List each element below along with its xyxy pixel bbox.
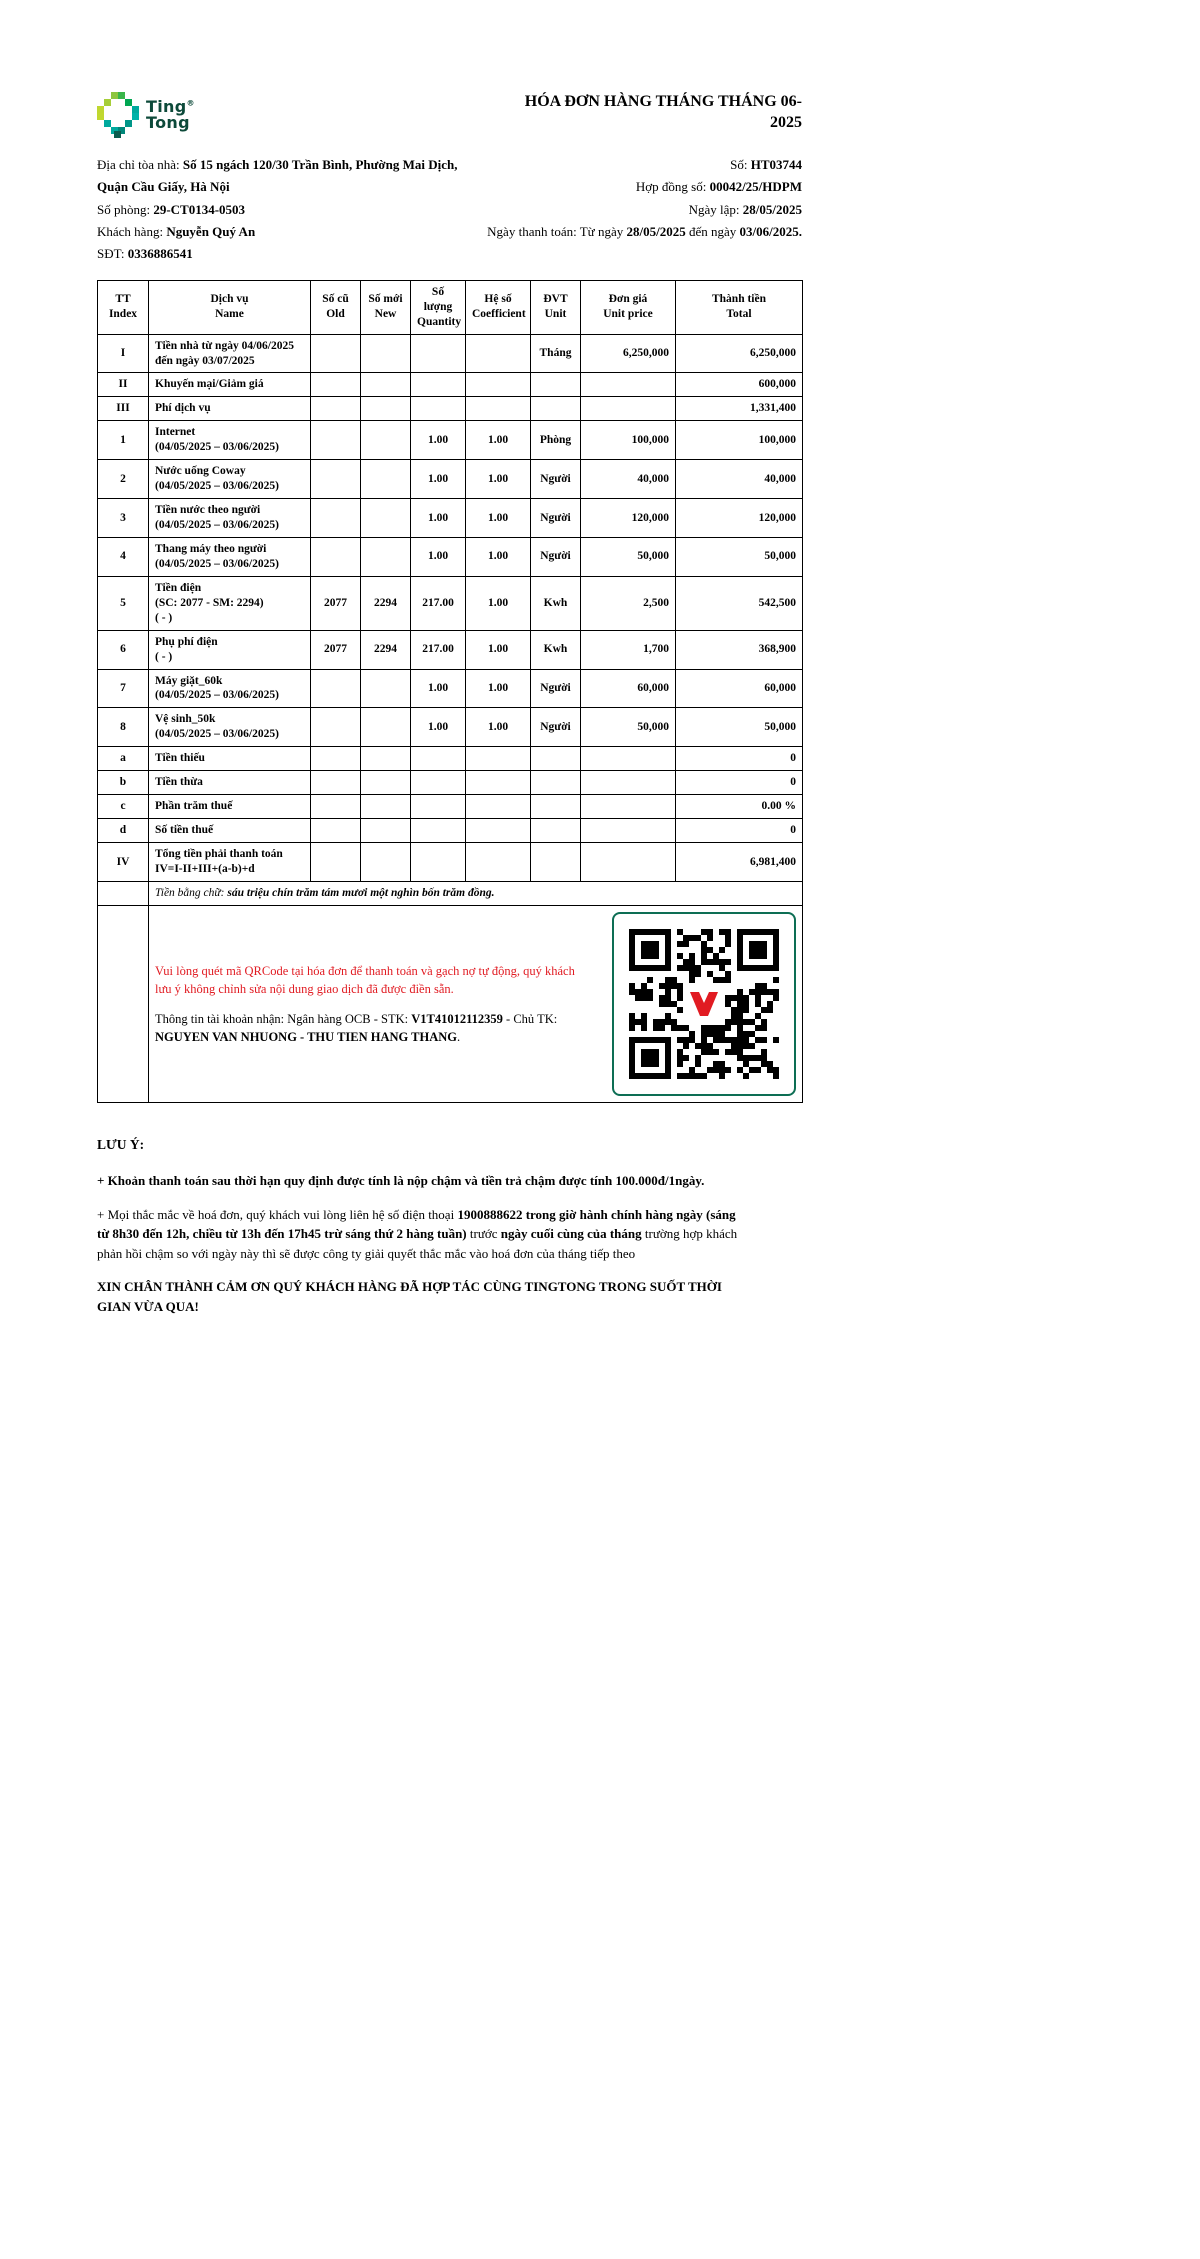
cell-coefficient <box>466 334 531 373</box>
cell-unit: Kwh <box>531 576 581 630</box>
payment-period-mid: đến ngày <box>685 224 740 240</box>
cell-index: 7 <box>98 669 149 708</box>
cell-coefficient: 1.00 <box>466 460 531 499</box>
cell-index: c <box>98 795 149 819</box>
cell-coefficient: 1.00 <box>466 576 531 630</box>
cell-total: 0 <box>676 819 803 843</box>
cell-service-name: Máy giặt_60k (04/05/2025 – 03/06/2025) <box>149 669 311 708</box>
table-row <box>98 334 803 373</box>
cell-service-name: Tiền thiếu <box>149 747 311 771</box>
cell-coefficient <box>466 819 531 843</box>
empty-index-cell <box>98 881 149 905</box>
cell-old-reading <box>311 499 361 538</box>
cell-total: 368,900 <box>676 630 803 669</box>
cell-total: 50,000 <box>676 537 803 576</box>
cell-old-reading <box>311 421 361 460</box>
table-body <box>98 334 803 881</box>
account-holder-label: - Chủ TK: <box>502 1011 558 1026</box>
cell-coefficient: 1.00 <box>466 499 531 538</box>
cell-coefficient <box>466 771 531 795</box>
col-header-old: Số cũ Old <box>311 280 361 334</box>
invoice-info <box>97 154 802 266</box>
registered-mark: ® <box>186 98 195 108</box>
cell-old-reading <box>311 669 361 708</box>
contact-note-part: trước <box>466 1226 501 1242</box>
cell-unit-price <box>581 397 676 421</box>
cell-index: I <box>98 334 149 373</box>
contact-note-part: + Mọi thắc mắc về hoá đơn, quý khách vui lòng liên hệ số điện thoại <box>97 1206 458 1222</box>
table-row <box>98 499 803 538</box>
tingtong-pixel-mark-icon <box>97 92 139 138</box>
qr-code <box>612 912 796 1096</box>
cell-total: 100,000 <box>676 421 803 460</box>
cell-unit <box>531 747 581 771</box>
cell-new-reading <box>361 421 411 460</box>
cell-unit: Người <box>531 460 581 499</box>
cell-new-reading <box>361 460 411 499</box>
cell-quantity: 217.00 <box>411 630 466 669</box>
cell-coefficient <box>466 397 531 421</box>
cell-service-name: Internet (04/05/2025 – 03/06/2025) <box>149 421 311 460</box>
invoice-meta <box>475 154 802 266</box>
room-number-row <box>97 199 475 221</box>
cell-total: 1,331,400 <box>676 397 803 421</box>
cell-total: 0.00 % <box>676 795 803 819</box>
cell-coefficient <box>466 747 531 771</box>
phone-row <box>97 243 475 265</box>
header <box>97 92 802 138</box>
table-row <box>98 576 803 630</box>
cell-unit: Người <box>531 537 581 576</box>
col-header-quantity: Số lượng Quantity <box>411 280 466 334</box>
invoice-number-value: HT03744 <box>750 157 802 172</box>
cell-coefficient <box>466 795 531 819</box>
cell-index: a <box>98 747 149 771</box>
customer-name-row <box>97 221 475 243</box>
cell-unit-price: 40,000 <box>581 460 676 499</box>
cell-quantity: 1.00 <box>411 499 466 538</box>
qr-center-logo <box>683 985 725 1023</box>
cell-unit-price <box>581 819 676 843</box>
cell-total: 40,000 <box>676 460 803 499</box>
issue-date-row <box>475 199 802 221</box>
payment-notes <box>155 962 583 1047</box>
cell-new-reading <box>361 537 411 576</box>
cell-new-reading <box>361 708 411 747</box>
col-header-coefficient: Hệ số Coefficient <box>466 280 531 334</box>
cell-index: IV <box>98 843 149 882</box>
cell-unit <box>531 397 581 421</box>
vietqr-v-icon <box>688 990 720 1018</box>
cell-unit <box>531 771 581 795</box>
cell-unit-price: 120,000 <box>581 499 676 538</box>
cell-new-reading: 2294 <box>361 630 411 669</box>
cell-coefficient <box>466 843 531 882</box>
invoice-title: HÓA ĐƠN HÀNG THÁNG THÁNG 06-2025 <box>524 93 802 131</box>
cell-old-reading <box>311 795 361 819</box>
customer-value: Nguyễn Quý An <box>166 224 256 240</box>
notes-heading: LƯU Ý: <box>97 1136 145 1152</box>
bank-account-line <box>155 1010 583 1046</box>
account-line-end: . <box>457 1029 461 1044</box>
table-row <box>98 843 803 882</box>
phone-label: SĐT: <box>97 246 128 262</box>
amount-in-words-row <box>98 881 803 905</box>
cell-unit <box>531 795 581 819</box>
table-row <box>98 669 803 708</box>
col-header-service: Dịch vụ Name <box>149 280 311 334</box>
payment-period-row <box>475 221 802 243</box>
cell-old-reading <box>311 843 361 882</box>
table-row <box>98 537 803 576</box>
qr-instruction-note: Vui lòng quét mã QRCode tại hóa đơn để thanh toán và gạch nợ tự động, quý khách lưu ý không chỉnh sửa nội dung giao dịch đã được điền sẵn. <box>155 963 575 996</box>
contract-label: Hợp đồng số: <box>635 179 710 195</box>
account-label: Thông tin tài khoản nhận: Ngân hàng OCB - STK: <box>155 1011 412 1026</box>
cell-unit: Người <box>531 708 581 747</box>
cell-coefficient: 1.00 <box>466 421 531 460</box>
cell-quantity <box>411 843 466 882</box>
cell-unit-price: 2,500 <box>581 576 676 630</box>
cell-unit: Người <box>531 499 581 538</box>
cell-index: 4 <box>98 537 149 576</box>
cell-total: 542,500 <box>676 576 803 630</box>
cell-service-name: Số tiền thuế <box>149 819 311 843</box>
invoice-document <box>97 92 802 1330</box>
cell-quantity: 1.00 <box>411 669 466 708</box>
cell-unit-price: 100,000 <box>581 421 676 460</box>
room-label: Số phòng: <box>97 201 154 217</box>
brand-line1: Ting <box>146 96 187 116</box>
cell-quantity: 1.00 <box>411 421 466 460</box>
cell-index: b <box>98 771 149 795</box>
cell-quantity <box>411 795 466 819</box>
cell-new-reading <box>361 771 411 795</box>
thank-you-note: XIN CHÂN THÀNH CẢM ƠN QUÝ KHÁCH HÀNG ĐÃ HỢP TÁC CÙNG TINGTONG TRONG SUỐT THỜI GIAN VỪA QUA! <box>97 1279 722 1314</box>
cell-quantity <box>411 373 466 397</box>
cell-old-reading: 2077 <box>311 576 361 630</box>
cell-total: 6,250,000 <box>676 334 803 373</box>
cell-index: III <box>98 397 149 421</box>
cell-new-reading: 2294 <box>361 576 411 630</box>
table-row <box>98 795 803 819</box>
table-row <box>98 630 803 669</box>
col-header-total: Thành tiền Total <box>676 280 803 334</box>
cell-unit-price <box>581 843 676 882</box>
issue-date-label: Ngày lập: <box>688 201 743 217</box>
cell-new-reading <box>361 669 411 708</box>
cell-old-reading <box>311 771 361 795</box>
contact-note-part: trường hợp khách phản hồi chậm so với ngày này thì sẽ được công ty giải quyết thắc mắc vào hoá đơn của tháng tiếp theo <box>97 1226 738 1261</box>
cell-total: 6,981,400 <box>676 843 803 882</box>
cell-unit-price: 6,250,000 <box>581 334 676 373</box>
cell-old-reading <box>311 397 361 421</box>
cell-service-name: Nước uống Coway (04/05/2025 – 03/06/2025) <box>149 460 311 499</box>
cell-coefficient: 1.00 <box>466 708 531 747</box>
cell-service-name: Vệ sinh_50k (04/05/2025 – 03/06/2025) <box>149 708 311 747</box>
table-row <box>98 771 803 795</box>
cell-unit-price: 50,000 <box>581 537 676 576</box>
cell-new-reading <box>361 334 411 373</box>
contract-value: 00042/25/HDPM <box>709 179 802 195</box>
empty-index-cell <box>98 905 149 1102</box>
customer-label: Khách hàng: <box>97 224 167 240</box>
col-header-new: Số mới New <box>361 280 411 334</box>
cell-service-name: Phụ phí điện ( - ) <box>149 630 311 669</box>
building-address-row <box>97 154 475 199</box>
payment-from-date: 28/05/2025 <box>626 224 686 240</box>
cell-service-name: Khuyến mại/Giảm giá <box>149 373 311 397</box>
cell-quantity <box>411 771 466 795</box>
amount-in-words-cell <box>149 881 803 905</box>
tingtong-logo <box>97 92 195 138</box>
col-header-unit: ĐVT Unit <box>531 280 581 334</box>
table-row <box>98 708 803 747</box>
table-footer-rows <box>98 881 803 1102</box>
cell-index: 6 <box>98 630 149 669</box>
contract-number-row <box>475 176 802 198</box>
cell-unit <box>531 843 581 882</box>
table-row <box>98 747 803 771</box>
address-value: Số 15 ngách 120/30 Trần Bình, Phường Mai Dịch, Quận Cầu Giấy, Hà Nội <box>97 157 458 195</box>
cell-coefficient: 1.00 <box>466 630 531 669</box>
cell-unit-price <box>581 373 676 397</box>
cell-new-reading <box>361 795 411 819</box>
brand-wordmark <box>146 96 195 132</box>
cell-quantity: 1.00 <box>411 537 466 576</box>
cell-old-reading <box>311 373 361 397</box>
cell-index: 3 <box>98 499 149 538</box>
amount-in-words-label: Tiền bằng chữ: <box>155 886 228 899</box>
col-header-tt: TT Index <box>98 280 149 334</box>
late-payment-note: + Khoản thanh toán sau thời hạn quy định được tính là nộp chậm và tiền trả chậm được tính 100.000đ/1ngày. <box>97 1173 705 1189</box>
cell-old-reading <box>311 708 361 747</box>
contact-note <box>97 1205 747 1264</box>
cell-index: II <box>98 373 149 397</box>
invoice-number-row <box>475 154 802 176</box>
table-row <box>98 421 803 460</box>
cell-index: d <box>98 819 149 843</box>
cell-coefficient: 1.00 <box>466 669 531 708</box>
cell-old-reading: 2077 <box>311 630 361 669</box>
cell-unit <box>531 819 581 843</box>
cell-total: 60,000 <box>676 669 803 708</box>
cell-new-reading <box>361 843 411 882</box>
cell-total: 600,000 <box>676 373 803 397</box>
cell-service-name: Tiền nhà từ ngày 04/06/2025 đến ngày 03/07/2025 <box>149 334 311 373</box>
cell-service-name: Phí dịch vụ <box>149 397 311 421</box>
cell-new-reading <box>361 397 411 421</box>
cell-unit-price: 50,000 <box>581 708 676 747</box>
amount-in-words-value: sáu triệu chín trăm tám mươi một nghìn bốn trăm đồng. <box>227 886 495 899</box>
notes-section <box>97 1135 747 1316</box>
account-number: V1T41012112359 <box>411 1011 503 1026</box>
cell-quantity <box>411 747 466 771</box>
cell-index: 5 <box>98 576 149 630</box>
cell-quantity: 1.00 <box>411 460 466 499</box>
hotline-number: 1900888622 trong giờ hành chính hàng ngày (sáng từ 8h30 đến 12h, chiều từ 13h đến 17h45 trừ sáng thứ 2 hàng tuần) <box>97 1206 736 1242</box>
table-row <box>98 460 803 499</box>
address-label: Địa chỉ tòa nhà: <box>97 157 183 172</box>
cell-unit-price <box>581 771 676 795</box>
cell-quantity <box>411 334 466 373</box>
qr-payment-row <box>98 905 803 1102</box>
cell-total: 120,000 <box>676 499 803 538</box>
cell-coefficient <box>466 373 531 397</box>
qr-payment-cell <box>149 905 803 1102</box>
cell-service-name: Tiền thừa <box>149 771 311 795</box>
cell-unit: Phòng <box>531 421 581 460</box>
cell-unit: Kwh <box>531 630 581 669</box>
services-table <box>97 280 803 1103</box>
deadline-emphasis: ngày cuối cùng của tháng <box>500 1226 642 1242</box>
cell-new-reading <box>361 499 411 538</box>
cell-new-reading <box>361 373 411 397</box>
cell-coefficient: 1.00 <box>466 537 531 576</box>
cell-index: 1 <box>98 421 149 460</box>
payment-period-label: Ngày thanh toán: Từ ngày <box>487 224 627 240</box>
cell-quantity <box>411 397 466 421</box>
phone-value: 0336886541 <box>127 246 193 262</box>
table-row <box>98 373 803 397</box>
cell-unit-price <box>581 747 676 771</box>
cell-service-name: Tiền điện (SC: 2077 - SM: 2294) ( - ) <box>149 576 311 630</box>
customer-info <box>97 154 475 266</box>
table-header <box>98 280 803 334</box>
table-row <box>98 397 803 421</box>
cell-unit: Tháng <box>531 334 581 373</box>
cell-old-reading <box>311 747 361 771</box>
table-row <box>98 819 803 843</box>
cell-service-name: Tiền nước theo người (04/05/2025 – 03/06/2025) <box>149 499 311 538</box>
brand-line2: Tong <box>146 113 190 132</box>
col-header-unit-price: Đơn giá Unit price <box>581 280 676 334</box>
cell-total: 50,000 <box>676 708 803 747</box>
cell-index: 2 <box>98 460 149 499</box>
cell-total: 0 <box>676 747 803 771</box>
cell-unit: Người <box>531 669 581 708</box>
cell-new-reading <box>361 819 411 843</box>
payment-to-date: 03/06/2025. <box>739 224 802 240</box>
cell-index: 8 <box>98 708 149 747</box>
cell-old-reading <box>311 460 361 499</box>
issue-date-value: 28/05/2025 <box>742 201 802 217</box>
cell-unit-price <box>581 795 676 819</box>
cell-old-reading <box>311 537 361 576</box>
cell-total: 0 <box>676 771 803 795</box>
cell-quantity: 1.00 <box>411 708 466 747</box>
cell-service-name: Phần trăm thuế <box>149 795 311 819</box>
cell-unit-price: 60,000 <box>581 669 676 708</box>
cell-service-name: Tổng tiền phải thanh toán IV=I-II+III+(a-b)+d <box>149 843 311 882</box>
cell-new-reading <box>361 747 411 771</box>
cell-old-reading <box>311 334 361 373</box>
invoice-number-label: Số: <box>730 157 751 172</box>
cell-service-name: Thang máy theo người (04/05/2025 – 03/06/2025) <box>149 537 311 576</box>
room-value: 29-CT0134-0503 <box>153 201 246 217</box>
cell-unit <box>531 373 581 397</box>
account-holder-name: NGUYEN VAN NHUONG - THU TIEN HANG THANG <box>155 1029 458 1044</box>
cell-quantity: 217.00 <box>411 576 466 630</box>
cell-old-reading <box>311 819 361 843</box>
cell-unit-price: 1,700 <box>581 630 676 669</box>
cell-quantity <box>411 819 466 843</box>
